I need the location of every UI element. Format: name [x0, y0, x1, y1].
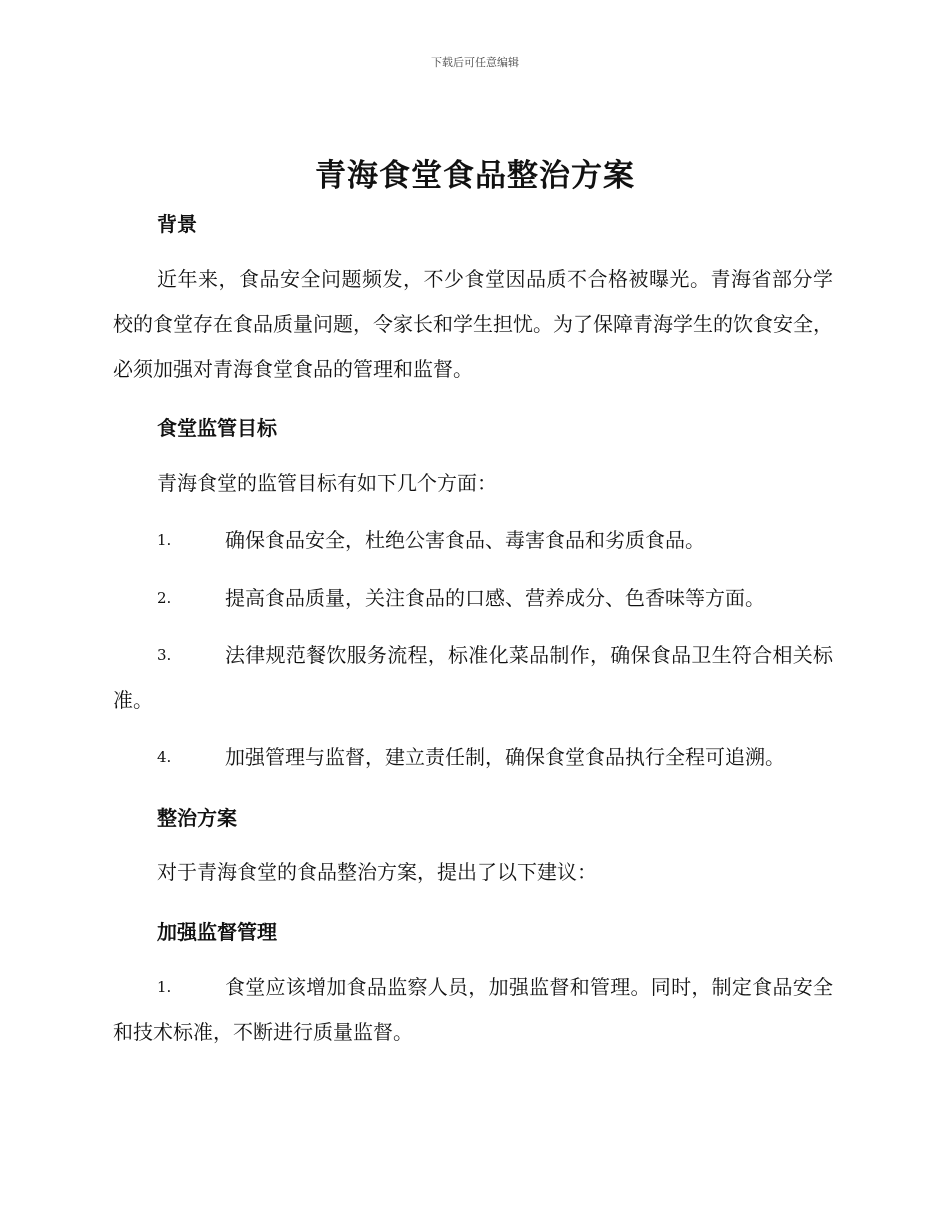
section-heading-plan: 整治方案: [157, 806, 237, 830]
document-title: 青海食堂食品整治方案: [315, 158, 635, 194]
supervision-item-number: 1.: [157, 978, 172, 996]
header-note: 下载后可任意编辑: [431, 56, 519, 69]
goal-item: [113, 633, 833, 723]
goal-item-text: 确保食品安全，杜绝公害食品、毒害食品和劣质食品。: [225, 528, 705, 552]
goal-item: [113, 735, 833, 780]
supervision-item-text: 食堂应该增加食品监察人员，加强监督和管理。同时，制定食品安全和技术标准，不断进行质量监督。: [113, 975, 833, 1044]
goal-item-number: 1.: [157, 531, 172, 549]
background-paragraph: 近年来，食品安全问题频发，不少食堂因品质不合格被曝光。青海省部分学校的食堂存在食品质量问题，令家长和学生担忧。为了保障青海学生的饮食安全，必须加强对青海食堂食品的管理和监督。: [113, 267, 833, 381]
section-heading-supervision: 加强监督管理: [157, 920, 277, 944]
section-heading-goals: 食堂监管目标: [157, 416, 277, 440]
plan-intro: 对于青海食堂的食品整治方案，提出了以下建议：: [157, 860, 597, 884]
goal-item: [113, 518, 833, 563]
goal-item-text: 法律规范餐饮服务流程，标准化菜品制作，确保食品卫生符合相关标准。: [113, 643, 833, 712]
section-heading-background: 背景: [157, 212, 197, 236]
goal-item-number: 3.: [157, 646, 172, 664]
goal-item-number: 4.: [157, 748, 172, 766]
goal-item: [113, 576, 833, 621]
goal-item-number: 2.: [157, 589, 172, 607]
goal-item-text: 提高食品质量，关注食品的口感、营养成分、色香味等方面。: [225, 586, 765, 610]
goals-intro: 青海食堂的监管目标有如下几个方面：: [157, 471, 497, 495]
goal-item-text: 加强管理与监督，建立责任制，确保食堂食品执行全程可追溯。: [225, 745, 785, 769]
supervision-item: [113, 965, 833, 1055]
